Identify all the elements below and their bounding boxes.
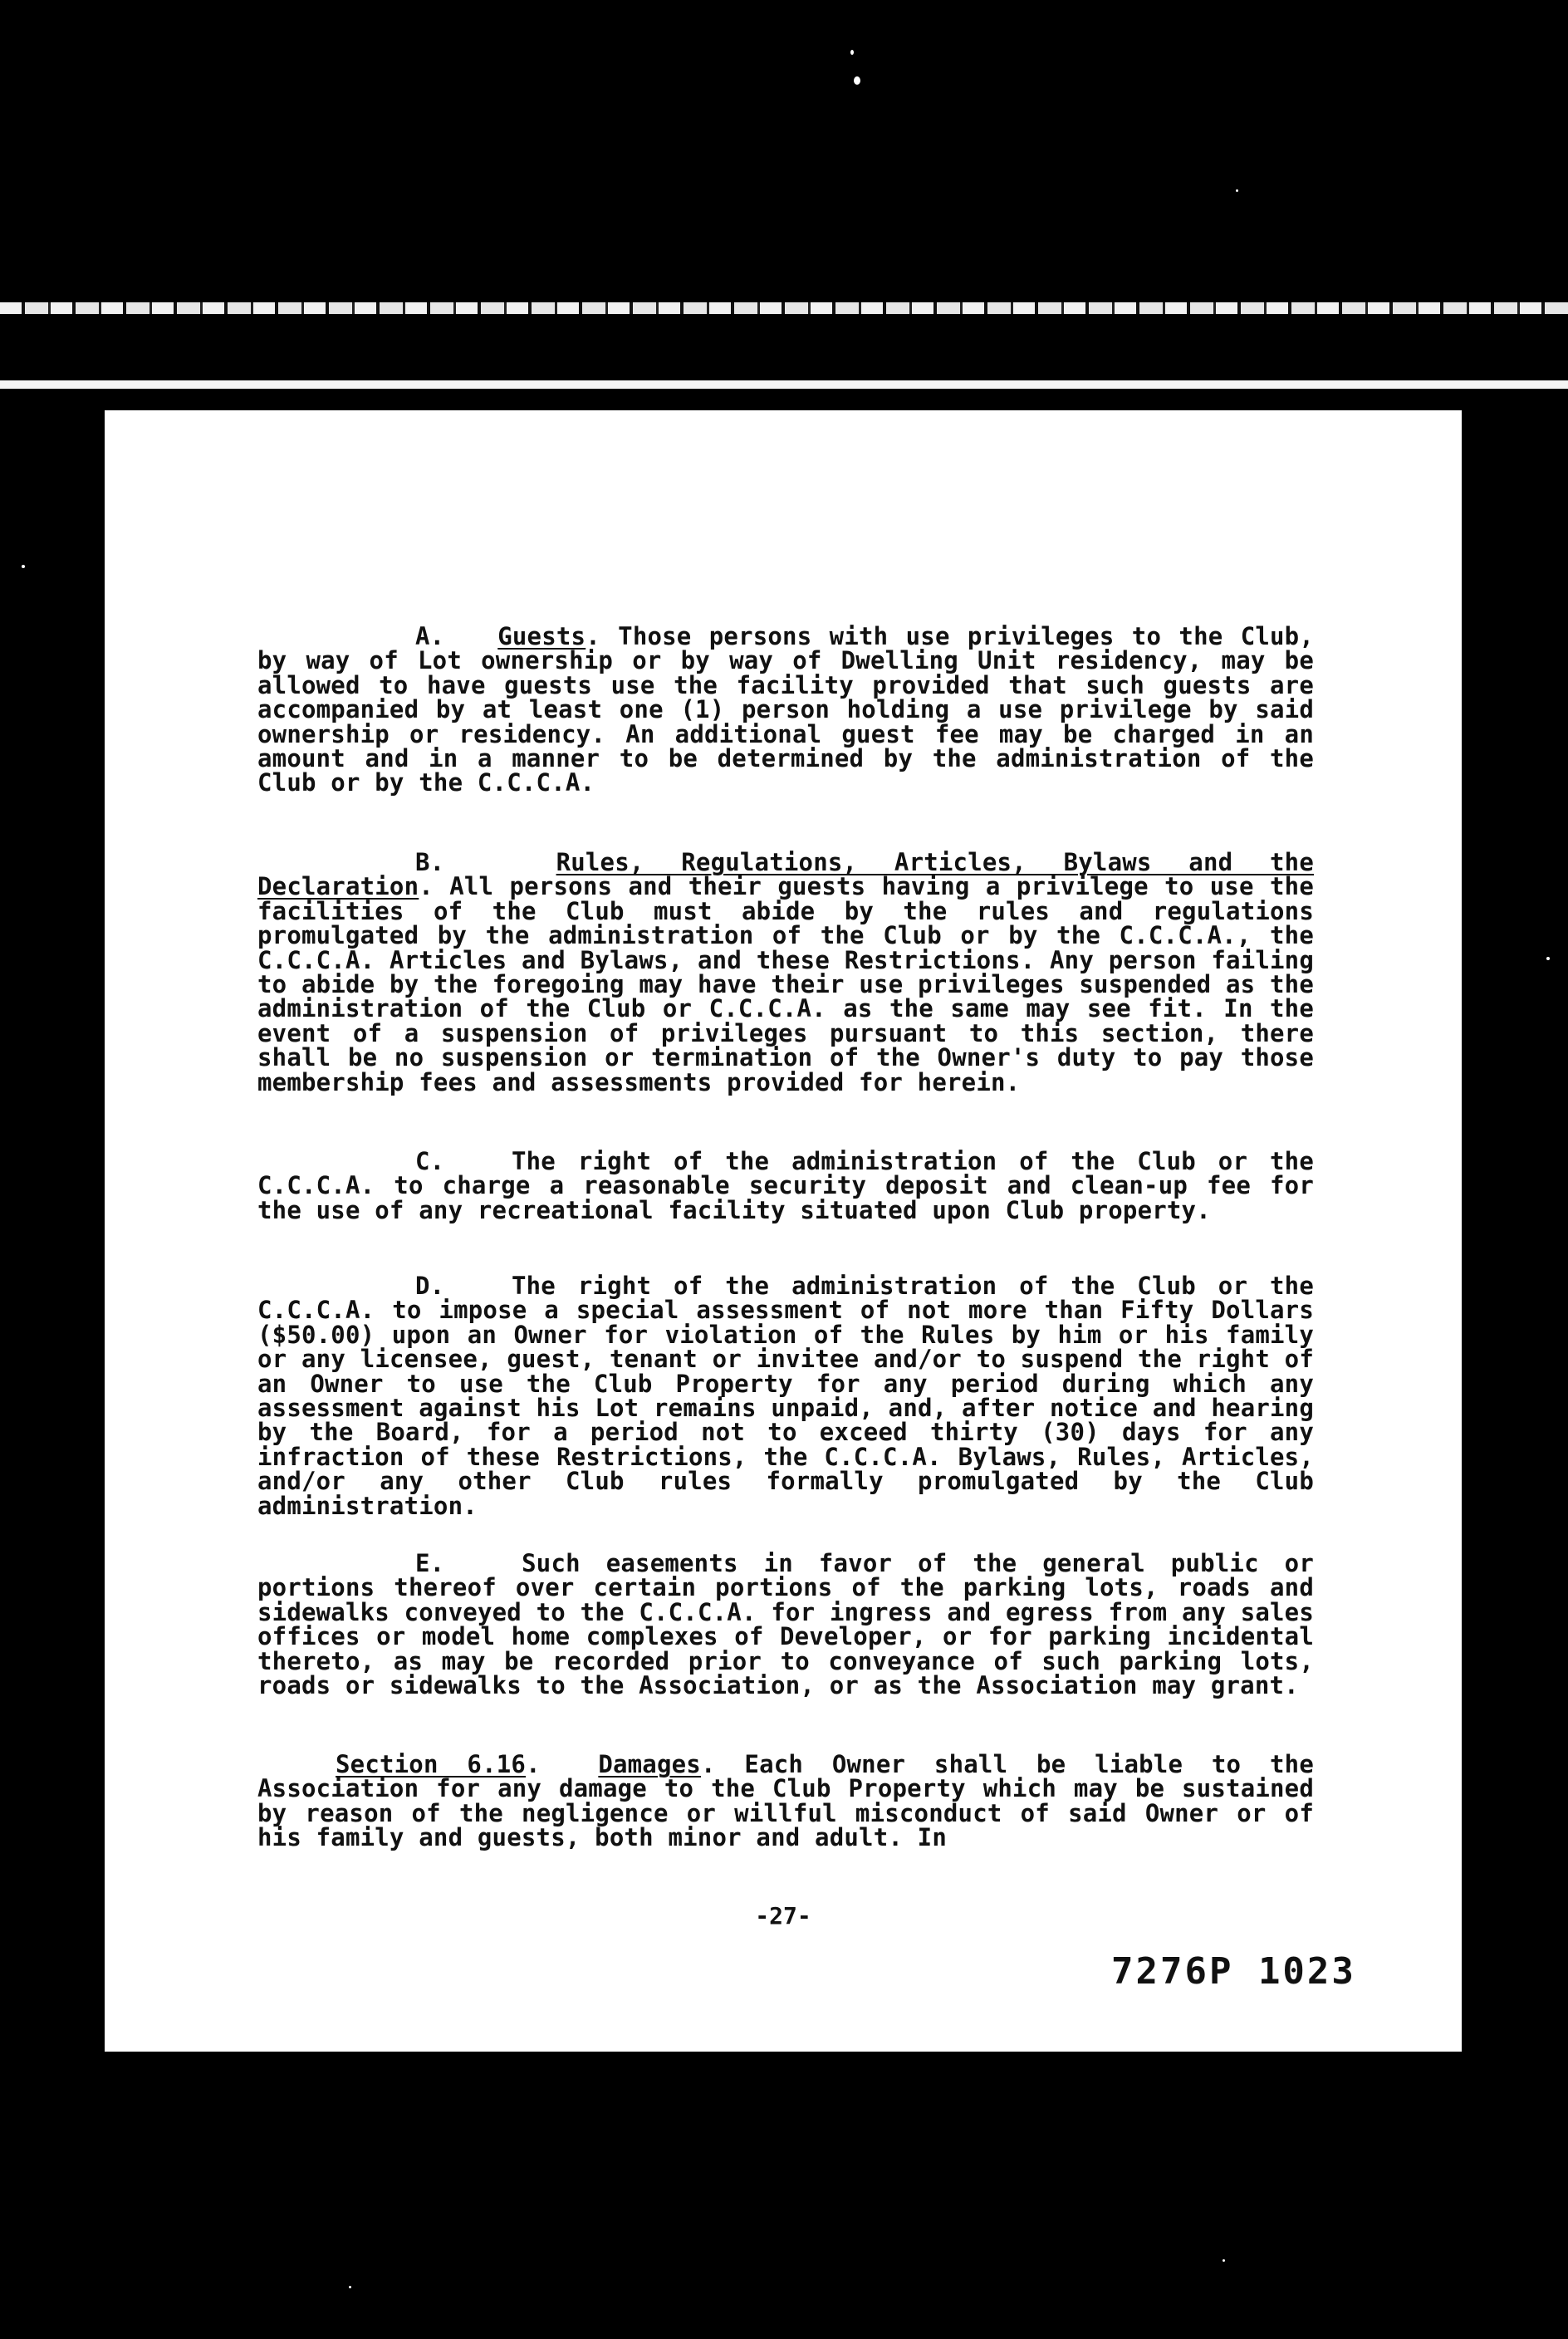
paragraph-b (257, 848, 1314, 1096)
page-number: -27- (755, 1902, 811, 1930)
paragraph-e-letter: E. (415, 1549, 445, 1577)
paragraph-e (257, 1549, 1314, 1700)
paragraph-c-letter: C. (415, 1147, 445, 1175)
scan-speck (854, 76, 860, 85)
paragraph-a-letter: A. (415, 622, 445, 650)
paragraph-b-text: . All persons and their guests having a privilege to use the facilities of the Club must abide by the rules and regulations promulgated by the administration of the Club or by the C.C.C.A., the C.C.C.A. Articles and Bylaws, and these Restrictions. Any person failing to abide by the foregoing may have their use privileges suspended as the administration of the Club or C.C.C.A. as the same may see fit. In the event of a suspension of privileges pursuant to this section, there shall be no suspension or termination of the Owner's duty to pay those membership fees and assessments provided for herein. (257, 872, 1314, 1096)
paragraph-e-text: Such easements in favor of the general public or portions thereof over certain portions of the parking lots, roads and sidewalks conveyed to the C.C.C.A. for ingress and egress from any sales offices or model home complexes of Developer, or for parking incidental thereto, as may be recorded prior to conveyance of such parking lots, roads or sidewalks to the Association, or as the Association may grant. (257, 1549, 1314, 1700)
section-number-separator: . (526, 1750, 541, 1778)
paragraph-b-letter: B. (415, 848, 445, 876)
paragraph-a (257, 622, 1314, 797)
paragraph-d-letter: D. (415, 1272, 445, 1300)
section-number: Section 6.16 (336, 1750, 527, 1778)
paragraph-a-text: . Those persons with use privileges to the Club, by way of Lot ownership or by way of Dwelling Unit residency, may be allowed to have guests use the facility provided that such guests are accompanied by at least one (1) person holding a use privilege by said ownership or residency. An additional guest fee may be charged in an amount and in a manner to be determined by the administration of the Club or by the C.C.C.A. (257, 622, 1314, 797)
scan-speck (1546, 957, 1550, 960)
scan-speck (22, 565, 25, 568)
scanner-artifact-band (0, 302, 1568, 314)
scan-speck (1236, 189, 1238, 192)
scan-speck (349, 2286, 351, 2288)
section-text: . Each Owner shall be liable to the Association for any damage to the Club Property which may be sustained by reason of the negligence or willful misconduct of said Owner or of his family and guests, both minor and adult. In (257, 1750, 1314, 1852)
paragraph-b-heading: Rules, Regulations, Articles, Bylaws and the Declaration (257, 848, 1314, 901)
scan-speck (850, 50, 854, 55)
paragraph-c (257, 1147, 1314, 1224)
book-page-stamp: 7276P 1023 (1111, 1950, 1356, 1993)
paragraph-d-text: The right of the administration of the Club or the C.C.C.A. to impose a special assessment of not more than Fifty Dollars ($50.00) upon an Owner for violation of the Rules by him or his family or any licensee, guest, tenant or invitee and/or to suspend the right of an Owner to use the Club Property for any period during which any assessment against his Lot remains unpaid, and, after notice and hearing by the Board, for a period not to exceed thirty (30) days for any infraction of these Restrictions, the C.C.C.A. Bylaws, Rules, Articles, and/or any other Club rules formally promulgated by the Club administration. (257, 1272, 1314, 1520)
document-page (105, 410, 1462, 2052)
paragraph-d (257, 1274, 1314, 1518)
section-6-16-paragraph (257, 1750, 1314, 1852)
section-heading: Damages (598, 1750, 701, 1778)
paragraph-a-heading: Guests (497, 622, 586, 650)
paragraph-c-text: The right of the administration of the Club or the C.C.C.A. to charge a reasonable security deposit and clean-up fee for the use of any recreational facility situated upon Club property. (257, 1147, 1314, 1224)
scanner-artifact-line (0, 380, 1568, 389)
scan-speck (1223, 2259, 1225, 2262)
